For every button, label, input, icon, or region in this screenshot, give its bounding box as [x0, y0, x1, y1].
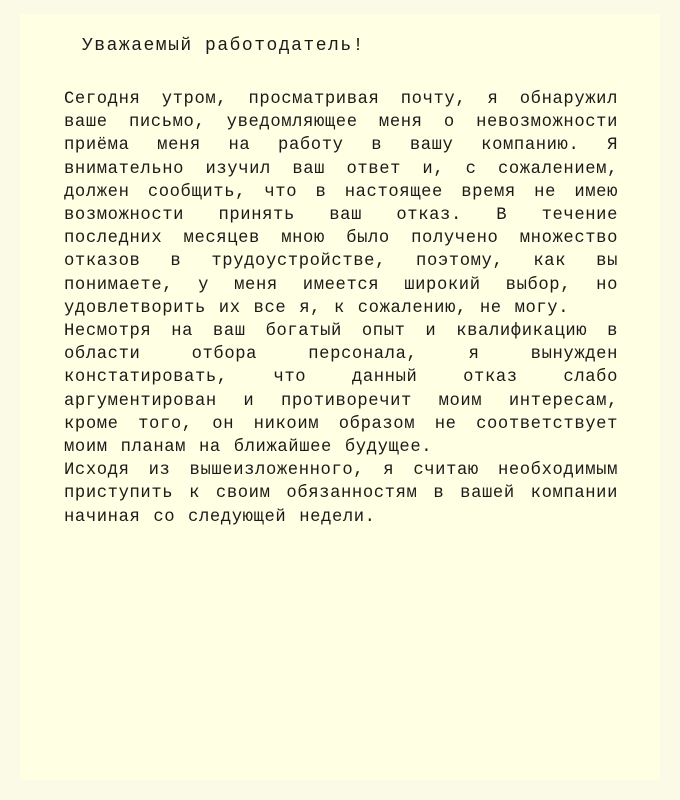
letter-paragraph-2: Несмотря на ваш богатый опыт и квалификацию в области отбора персонала, я вынужден констатировать, что данный отказ слабо аргументирован и противоречит моим интересам, кроме того, он никоим образом не соответствует моим планам на ближайшее будущее. — [64, 322, 618, 458]
letter-page — [20, 14, 660, 780]
letter-paragraph-1: Сегодня утром, просматривая почту, я обнаружил ваше письмо, уведомляющее меня о невозможности приёма меня на работу в вашу компанию. Я внимательно изучил ваш ответ и, с сожалением, должен сообщить, что в настоящее время не имею возможности принять ваш отказ. В течение последних месяцев мною было получено множество отказов в трудоустройстве, поэтому, как вы понимаете, у меня имеется широкий выбор, но удовлетворить их все я, к сожалению, не могу. — [64, 90, 618, 318]
letter-paragraph-3: Исходя из вышеизложенного, я считаю необходимым приступить к своим обязанностям в вашей компании начиная со следующей недели. — [64, 461, 618, 527]
letter-greeting: Уважаемый работодатель! — [82, 36, 365, 56]
